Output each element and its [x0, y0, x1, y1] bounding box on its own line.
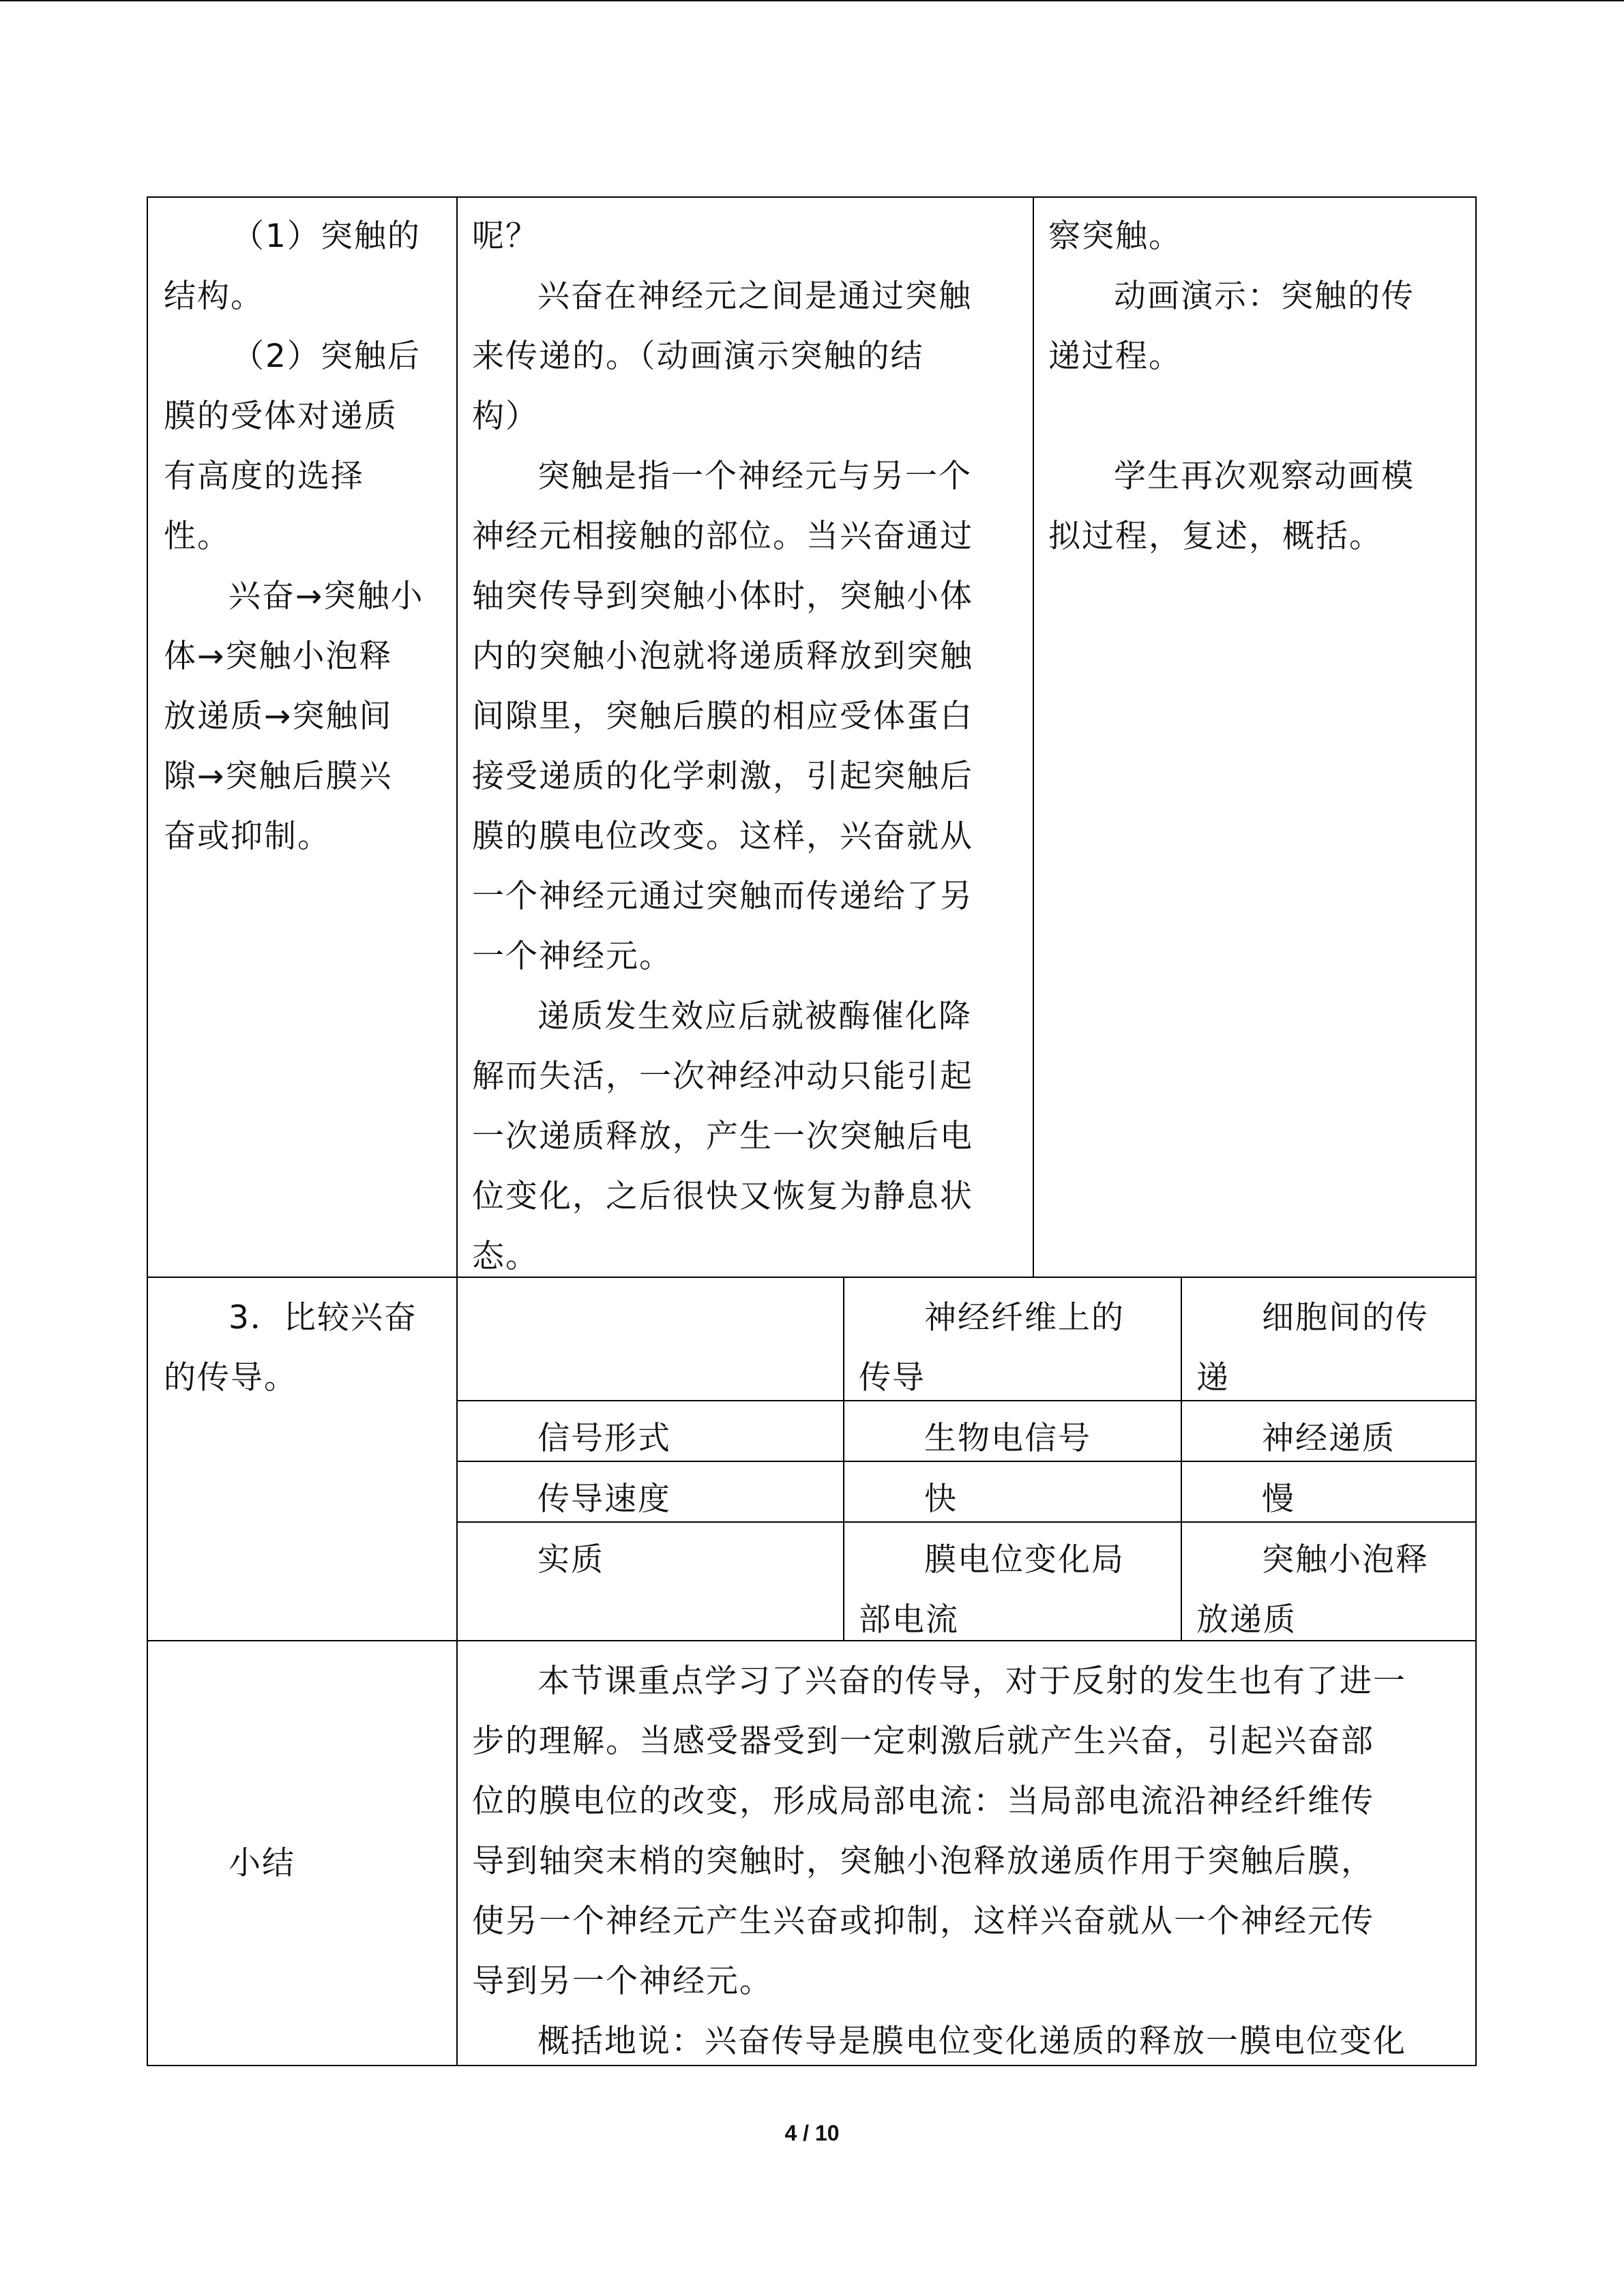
text-line: 膜的受体对递质: [164, 398, 398, 435]
table-cell: 突触小泡释: [1262, 1541, 1429, 1579]
text-line: 导到另一个神经元。: [472, 1963, 773, 2000]
text-line: 突触是指一个神经元与另一个: [537, 458, 972, 495]
text-line: 兴奋在神经元之间是通过突触: [537, 278, 972, 315]
text-line: 接受递质的化学刺激，引起突触后: [472, 758, 973, 795]
table-header-cell: 传导: [859, 1359, 926, 1397]
table-cell: 部电流: [859, 1601, 959, 1639]
text-line: 性。: [164, 518, 231, 555]
table-cell: 传导速度: [537, 1480, 671, 1518]
table-cell: 信号形式: [537, 1420, 671, 1457]
text-line: 察突触。: [1048, 218, 1182, 255]
text-line: 态。: [472, 1238, 539, 1275]
text-line: 奋或抑制。: [164, 818, 331, 855]
text-line: 本节课重点学习了兴奋的传导，对于反射的发生也有了进一: [537, 1663, 1406, 1700]
compare-row-divider: [456, 1400, 1477, 1401]
table-cell: 膜电位变化局: [924, 1541, 1125, 1579]
table-cell: 实质: [537, 1541, 604, 1579]
table-cell: 快: [924, 1480, 958, 1518]
table-cell: 慢: [1262, 1480, 1295, 1518]
text-line: 递过程。: [1048, 338, 1182, 375]
text-line: 一个神经元通过突触而传递给了另: [472, 878, 973, 915]
summary-label: 小结: [228, 1845, 295, 1882]
text-line: 构）: [472, 398, 539, 435]
table-cell: 放递质: [1196, 1601, 1297, 1639]
text-line: 隙→突触后膜兴: [164, 758, 393, 795]
text-line: （1）突触的: [232, 218, 421, 255]
text-line: 兴奋→突触小: [228, 578, 424, 615]
text-line: 学生再次观察动画模: [1114, 458, 1415, 495]
text-line: 解而失活，一次神经冲动只能引起: [472, 1058, 973, 1095]
text-line: 拟过程，复述，概括。: [1048, 518, 1383, 555]
text-line: 概括地说：兴奋传导是膜电位变化递质的释放一膜电位变化: [537, 2023, 1406, 2060]
text-line: 放递质→突触间: [164, 698, 393, 735]
text-line: 间隙里，突触后膜的相应受体蛋白: [472, 698, 973, 735]
text-line: 一个神经元。: [472, 938, 673, 975]
text-line: 导到轴突末梢的突触时，突触小泡释放递质作用于突触后膜，: [472, 1843, 1374, 1880]
text-line: 3．比较兴奋: [228, 1299, 417, 1337]
page-number: 4 / 10: [784, 2121, 840, 2145]
row-divider: [147, 1277, 1477, 1278]
text-line: 递质发生效应后就被酶催化降: [537, 998, 972, 1035]
text-line: 一次递质释放，产生一次突触后电: [472, 1118, 973, 1155]
text-line: 动画演示：突触的传: [1114, 278, 1415, 315]
text-line: 轴突传导到突触小体时，突触小体: [472, 578, 973, 615]
col-divider: [1181, 1277, 1182, 1641]
text-line: 位变化，之后很快又恢复为静息状: [472, 1178, 973, 1215]
top-rule: [0, 0, 1624, 1]
text-line: 神经元相接触的部位。当兴奋通过: [472, 518, 973, 555]
text-line: 膜的膜电位改变。这样，兴奋就从: [472, 818, 973, 855]
text-line: 的传导。: [164, 1359, 297, 1397]
table-header-cell: 神经纤维上的: [924, 1299, 1125, 1337]
col-divider: [1033, 196, 1034, 1278]
text-line: 使另一个神经元产生兴奋或抑制，这样兴奋就从一个神经元传: [472, 1903, 1374, 1940]
text-line: 体→突触小泡释: [164, 638, 393, 675]
text-line: 呢？: [472, 218, 539, 255]
table-header-cell: 递: [1196, 1359, 1230, 1397]
text-line: 步的理解。当感受器受到一定刺激后就产生兴奋，引起兴奋部: [472, 1723, 1374, 1760]
text-line: 内的突触小泡就将递质释放到突触: [472, 638, 973, 675]
table-cell: 生物电信号: [924, 1420, 1091, 1457]
table-cell: 神经递质: [1262, 1420, 1396, 1457]
table-header-cell: 细胞间的传: [1262, 1299, 1429, 1337]
text-line: （2）突触后: [232, 338, 421, 375]
text-line: 结构。: [164, 278, 264, 315]
text-line: 来传递的。（动画演示突触的结: [472, 338, 924, 375]
text-line: 位的膜电位的改变，形成局部电流：当局部电流沿神经纤维传: [472, 1783, 1374, 1820]
col-divider: [456, 196, 458, 2066]
col-divider: [843, 1277, 844, 1641]
text-line: 有高度的选择: [164, 458, 364, 495]
